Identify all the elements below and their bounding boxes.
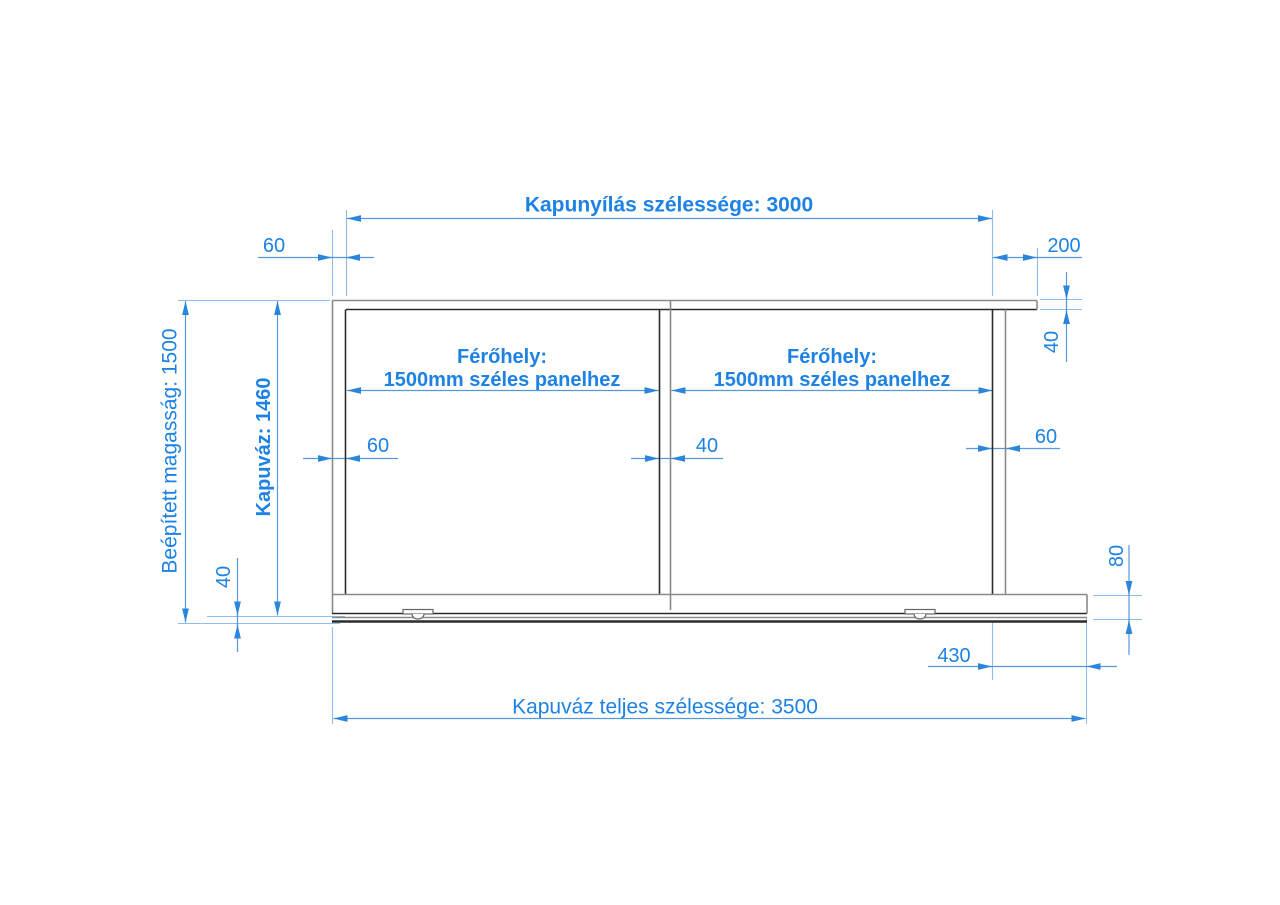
dim-bottom-rail-height: 80 [1106,544,1128,568]
dim-top-right-extension: 200 [1047,235,1081,257]
dim-top-left-offset: 60 [262,235,286,257]
dim-left-post-width: 60 [366,435,390,457]
frame-height-label: Kapuváz: 1460 [253,377,275,517]
total-width-label: Kapuváz teljes szélessége: 3500 [512,695,818,719]
dim-rail-thickness: 40 [1041,330,1063,354]
dimension-lines [186,219,1130,719]
gate-frame [332,301,1087,622]
panel-right-space-line1: Férőhely: [786,346,878,368]
panel-left-space-line1: Férőhely: [456,346,548,368]
opening-width-label: Kapunyílás szélessége: 3000 [524,193,814,217]
dim-right-post-width: 60 [1034,426,1058,448]
dim-middle-post-width: 40 [695,435,719,457]
panel-right-space-line2: 1500mm széles panelhez [713,369,951,391]
dim-overhang: 430 [937,645,971,667]
dim-ground-clearance: 40 [213,565,235,589]
panel-left-space-line2: 1500mm széles panelhez [383,369,621,391]
installed-height-label: Beépített magasság: 1500 [158,328,182,574]
